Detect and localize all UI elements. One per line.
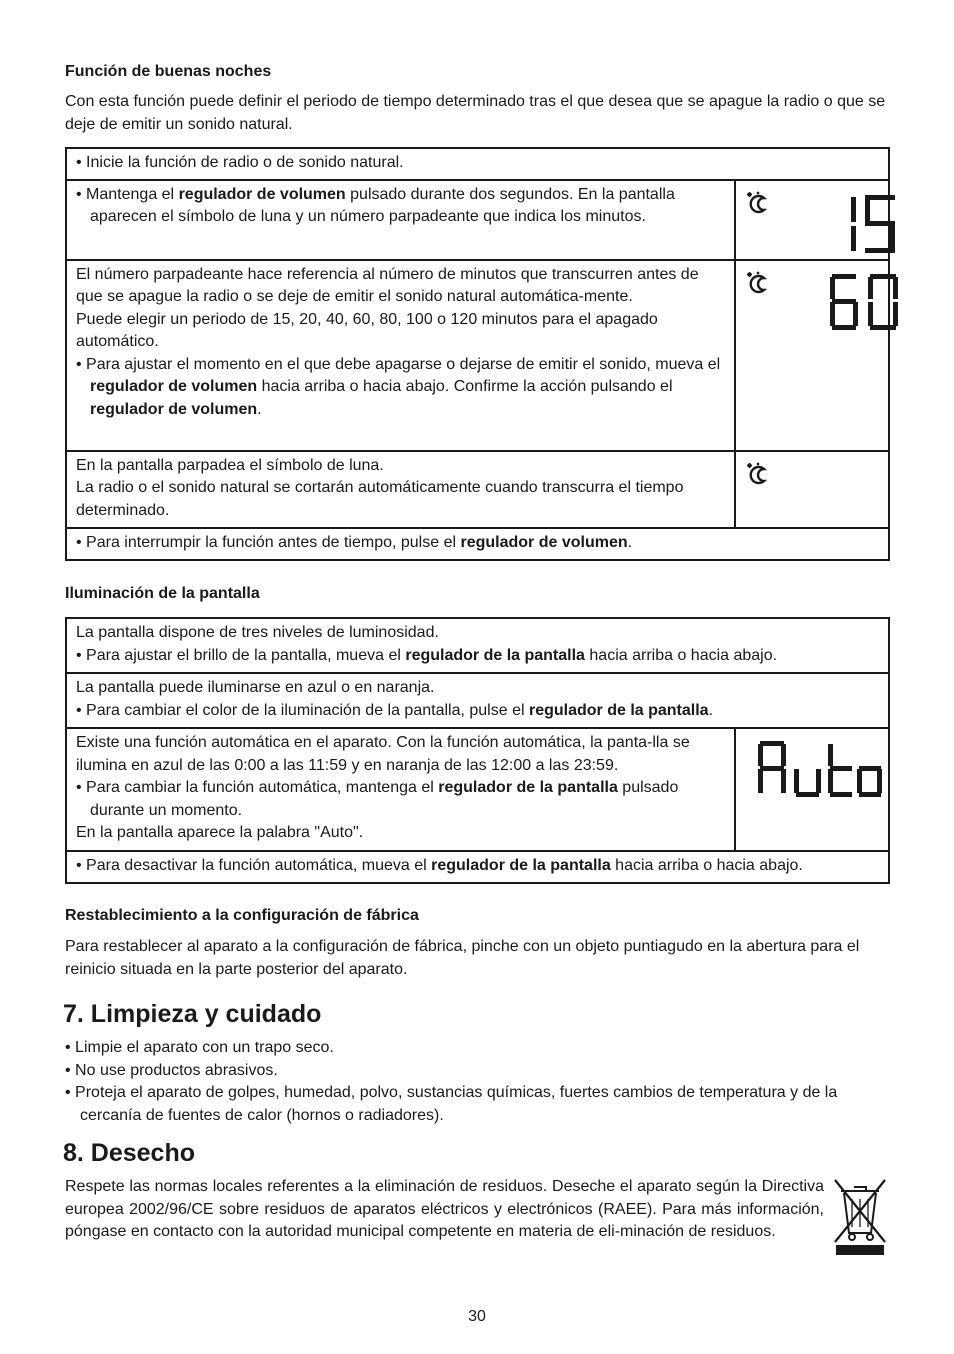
row-text: Existe una función automática en el aparato. Con la función automática, la panta-lla se ilumina en azul de las 0:00 a las 11:59 y en naranja de las 12:00 a las 23:59. (76, 734, 690, 774)
display-row-1 (66, 618, 889, 673)
row-text: • Inicie la función de radio o de sonido natural. (76, 154, 404, 171)
display-row-2 (66, 673, 889, 728)
display-row-4 (66, 851, 889, 883)
sleep-intro: Con esta función puede definir el periodo de tiempo determinado tras el que desea que se apague la radio o que se deje de emitir un sonido natural. (65, 93, 886, 133)
reset-text: Para restablecer al aparato a la configuración de fábrica, pinche con un objeto puntiagudo en la abertura para el reinicio situada en la parte posterior del aparato. (65, 938, 860, 978)
row-text: La pantalla dispone de tres niveles de luminosidad. (76, 624, 439, 641)
text-part: pulsado durante un momento. (90, 779, 679, 819)
row-bullet (76, 700, 880, 723)
row-text: La radio o el sonido natural se cortarán automáticamente cuando transcurra el tiempo determinado. (76, 479, 684, 519)
display-illustration-60 (735, 260, 889, 451)
sleep-row-5 (66, 528, 889, 560)
sleep-row-1 (66, 148, 889, 180)
display-table (65, 617, 890, 884)
text-part: • Para cambiar el color de la iluminación de la pantalla, pulse el (76, 701, 529, 719)
weee-bin-icon (830, 1175, 890, 1257)
text-part: hacia arriba o hacia abajo. (610, 857, 803, 874)
section-heading-reset: Restablecimiento a la configuración de fábrica (65, 907, 419, 924)
control-name: regulador de volumen (178, 185, 346, 203)
list-item: • Proteja el aparato de golpes, humedad, polvo, sustancias químicas, fuertes cambios de temperatura y de la cercanía de fuentes de calor (hornos o radiadores). (65, 1084, 838, 1124)
section-heading-display: Iluminación de la pantalla (65, 585, 260, 602)
seven-segment-60 (830, 274, 898, 330)
display-illustration-15 (735, 180, 889, 260)
section-heading-cleaning: 7. Limpieza y cuidado (63, 1000, 322, 1028)
seven-segment-15 (851, 195, 901, 253)
display-row-3 (66, 728, 735, 851)
text-part: pulsado durante dos segundos. En la pantalla aparecen el símbolo de luna y un número parpadeante que indica los minutos. (90, 185, 675, 225)
display-illustration-auto (735, 728, 889, 851)
cleaning-list (65, 1037, 890, 1127)
row-text: La pantalla puede iluminarse en azul o en naranja. (76, 679, 435, 696)
text-part: • Para ajustar el momento en el que debe apagarse o dejarse de emitir el sonido, mueva el (76, 355, 721, 373)
row-bullet (76, 777, 726, 822)
row-text: El número parpadeante hace referencia al número de minutos que transcurren antes de que se apague la radio o se deje de emitir el sonido natural automática-mente. (76, 265, 699, 305)
text-part: • Mantenga el (76, 185, 179, 203)
sleep-table (65, 147, 890, 561)
list-item: • Limpie el aparato con un trapo seco. (65, 1039, 334, 1056)
seven-segment-auto (758, 741, 882, 797)
display-illustration-moon (735, 451, 889, 528)
moon-icon (744, 269, 770, 295)
moon-icon (744, 460, 770, 486)
text-part: . (257, 400, 262, 418)
row-text: En la pantalla parpadea el símbolo de luna. (76, 456, 384, 474)
control-name: regulador de volumen (90, 400, 258, 418)
row-text (76, 184, 726, 229)
text-part: hacia arriba o hacia abajo. Confirme la acción pulsando el (257, 378, 673, 395)
control-name: regulador de volumen (460, 533, 628, 551)
sleep-row-3 (66, 260, 735, 451)
sleep-row-4 (66, 451, 735, 528)
control-name: regulador de la pantalla (405, 646, 585, 664)
list-item: • No use productos abrasivos. (65, 1061, 278, 1079)
moon-icon (744, 189, 770, 215)
page-number: 30 (468, 1308, 486, 1325)
text-part: • Para interrumpir la función antes de tiempo, pulse el (76, 533, 461, 551)
row-bullet (76, 645, 880, 668)
control-name: regulador de la pantalla (431, 857, 611, 874)
control-name: regulador de la pantalla (438, 779, 618, 796)
control-name: regulador de volumen (90, 378, 258, 395)
control-name: regulador de la pantalla (528, 701, 709, 719)
row-bullet (76, 354, 726, 422)
text-part: . (627, 533, 633, 551)
disposal-text: Respete las normas locales referentes a la eliminación de residuos. Deseche el aparato según la Directiva europea 2002/96/CE sobre residuos de aparatos eléctricos y electrónicos (RAEE). Para más información, póngase en contacto con la autoridad municipal competente en materia de eli-minación de residuos. (65, 1178, 824, 1240)
text-part: • Para desactivar la función automática, mueva el (76, 857, 432, 874)
section-heading-disposal: 8. Desecho (63, 1139, 196, 1167)
section-heading-sleep: Función de buenas noches (65, 63, 272, 80)
sleep-row-2 (66, 180, 735, 260)
text-part: • Para cambiar la función automática, mantenga el (76, 779, 439, 796)
text-part: • Para ajustar el brillo de la pantalla, mueva el (76, 646, 406, 664)
row-text: En la pantalla aparece la palabra "Auto". (76, 824, 364, 841)
text-part: hacia arriba o hacia abajo. (584, 646, 778, 664)
row-text: Puede elegir un periodo de 15, 20, 40, 60, 80, 100 o 120 minutos para el apagado automático. (76, 310, 658, 350)
text-part: . (708, 701, 714, 719)
